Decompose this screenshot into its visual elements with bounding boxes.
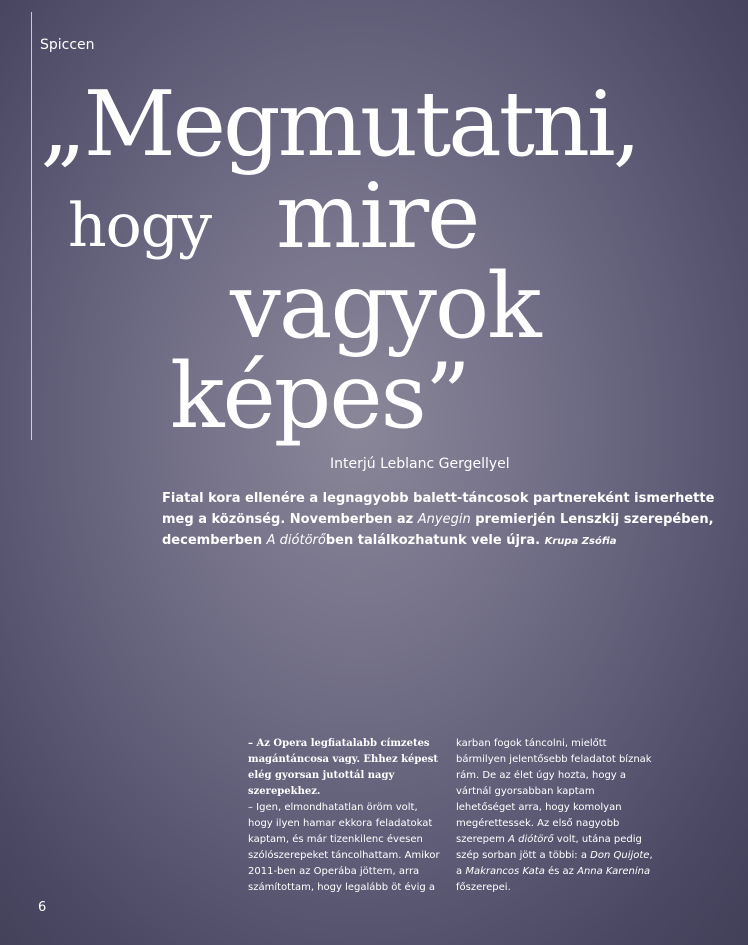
lead-text-3: ben találkozhatunk vele újra.	[325, 533, 545, 548]
author: Krupa Zsófia	[544, 536, 617, 547]
lead-work-diotoro: A diótörő	[266, 533, 326, 548]
headline-line-2-small: hogy	[68, 191, 212, 261]
answer-text-b: volt, utána pedig szép sorban jött a többi: a	[456, 834, 642, 861]
vertical-rule	[31, 12, 32, 440]
interview-answer-part-1: – Igen, elmondhatatlan öröm volt, hogy ilyen hamar ekkora feladatokat kaptam, és már tizenkilenc évesen szólószerepeket táncolhattam. Amikor 2011-ben az Operába jöttem, arra számítottam, hogy legalább öt évig a	[248, 802, 440, 893]
answer-text-a: karban fogok táncolni, mielőtt bármilyen jelentősebb feladatot bíznak rám. De az élet úgy hozta, hogy a vártnál gyorsabban kaptam lehetőséget arra, hogy komolyan megérettessek. Az első nagyobb szerepem	[456, 738, 652, 845]
answer-work-makrancos-kata: Makrancos Kata	[465, 866, 545, 877]
lead-text-2: premierjén Lenszkij szerepében, decemberben	[162, 512, 714, 548]
lead-text-1: Fiatal kora ellenére a legnagyobb balett-táncosok partnereként ismerhette meg a közönség. Novemberben az	[162, 491, 715, 527]
answer-work-diotoro: A diótörő	[508, 834, 554, 845]
headline-line-4: képes”	[170, 344, 469, 449]
body-column-2	[456, 736, 656, 896]
headline-line-3: vagyok	[230, 254, 540, 359]
headline-line-2-large: mire	[276, 164, 479, 269]
answer-text-c: , a	[456, 850, 653, 877]
body-column-1	[248, 736, 444, 896]
answer-text-e: főszerepei.	[456, 882, 511, 893]
answer-work-don-quijote: Don Quijote	[590, 850, 650, 861]
lead-work-anyegin: Anyegin	[417, 512, 471, 527]
subtitle: Interjú Leblanc Gergellyel	[330, 456, 510, 472]
page-number: 6	[38, 900, 47, 915]
headline-line-1: „Megmutatni,	[40, 72, 639, 177]
interview-question: – Az Opera legfiatalabb címzetes magántáncosa vagy. Ehhez képest elég gyorsan jutottál nagy szerepekhez.	[248, 738, 439, 797]
answer-text-d: és az	[544, 866, 578, 877]
answer-work-anna-karenina: Anna Karenina	[577, 866, 651, 877]
section-label: Spiccen	[40, 37, 95, 53]
lead-paragraph	[162, 488, 722, 552]
